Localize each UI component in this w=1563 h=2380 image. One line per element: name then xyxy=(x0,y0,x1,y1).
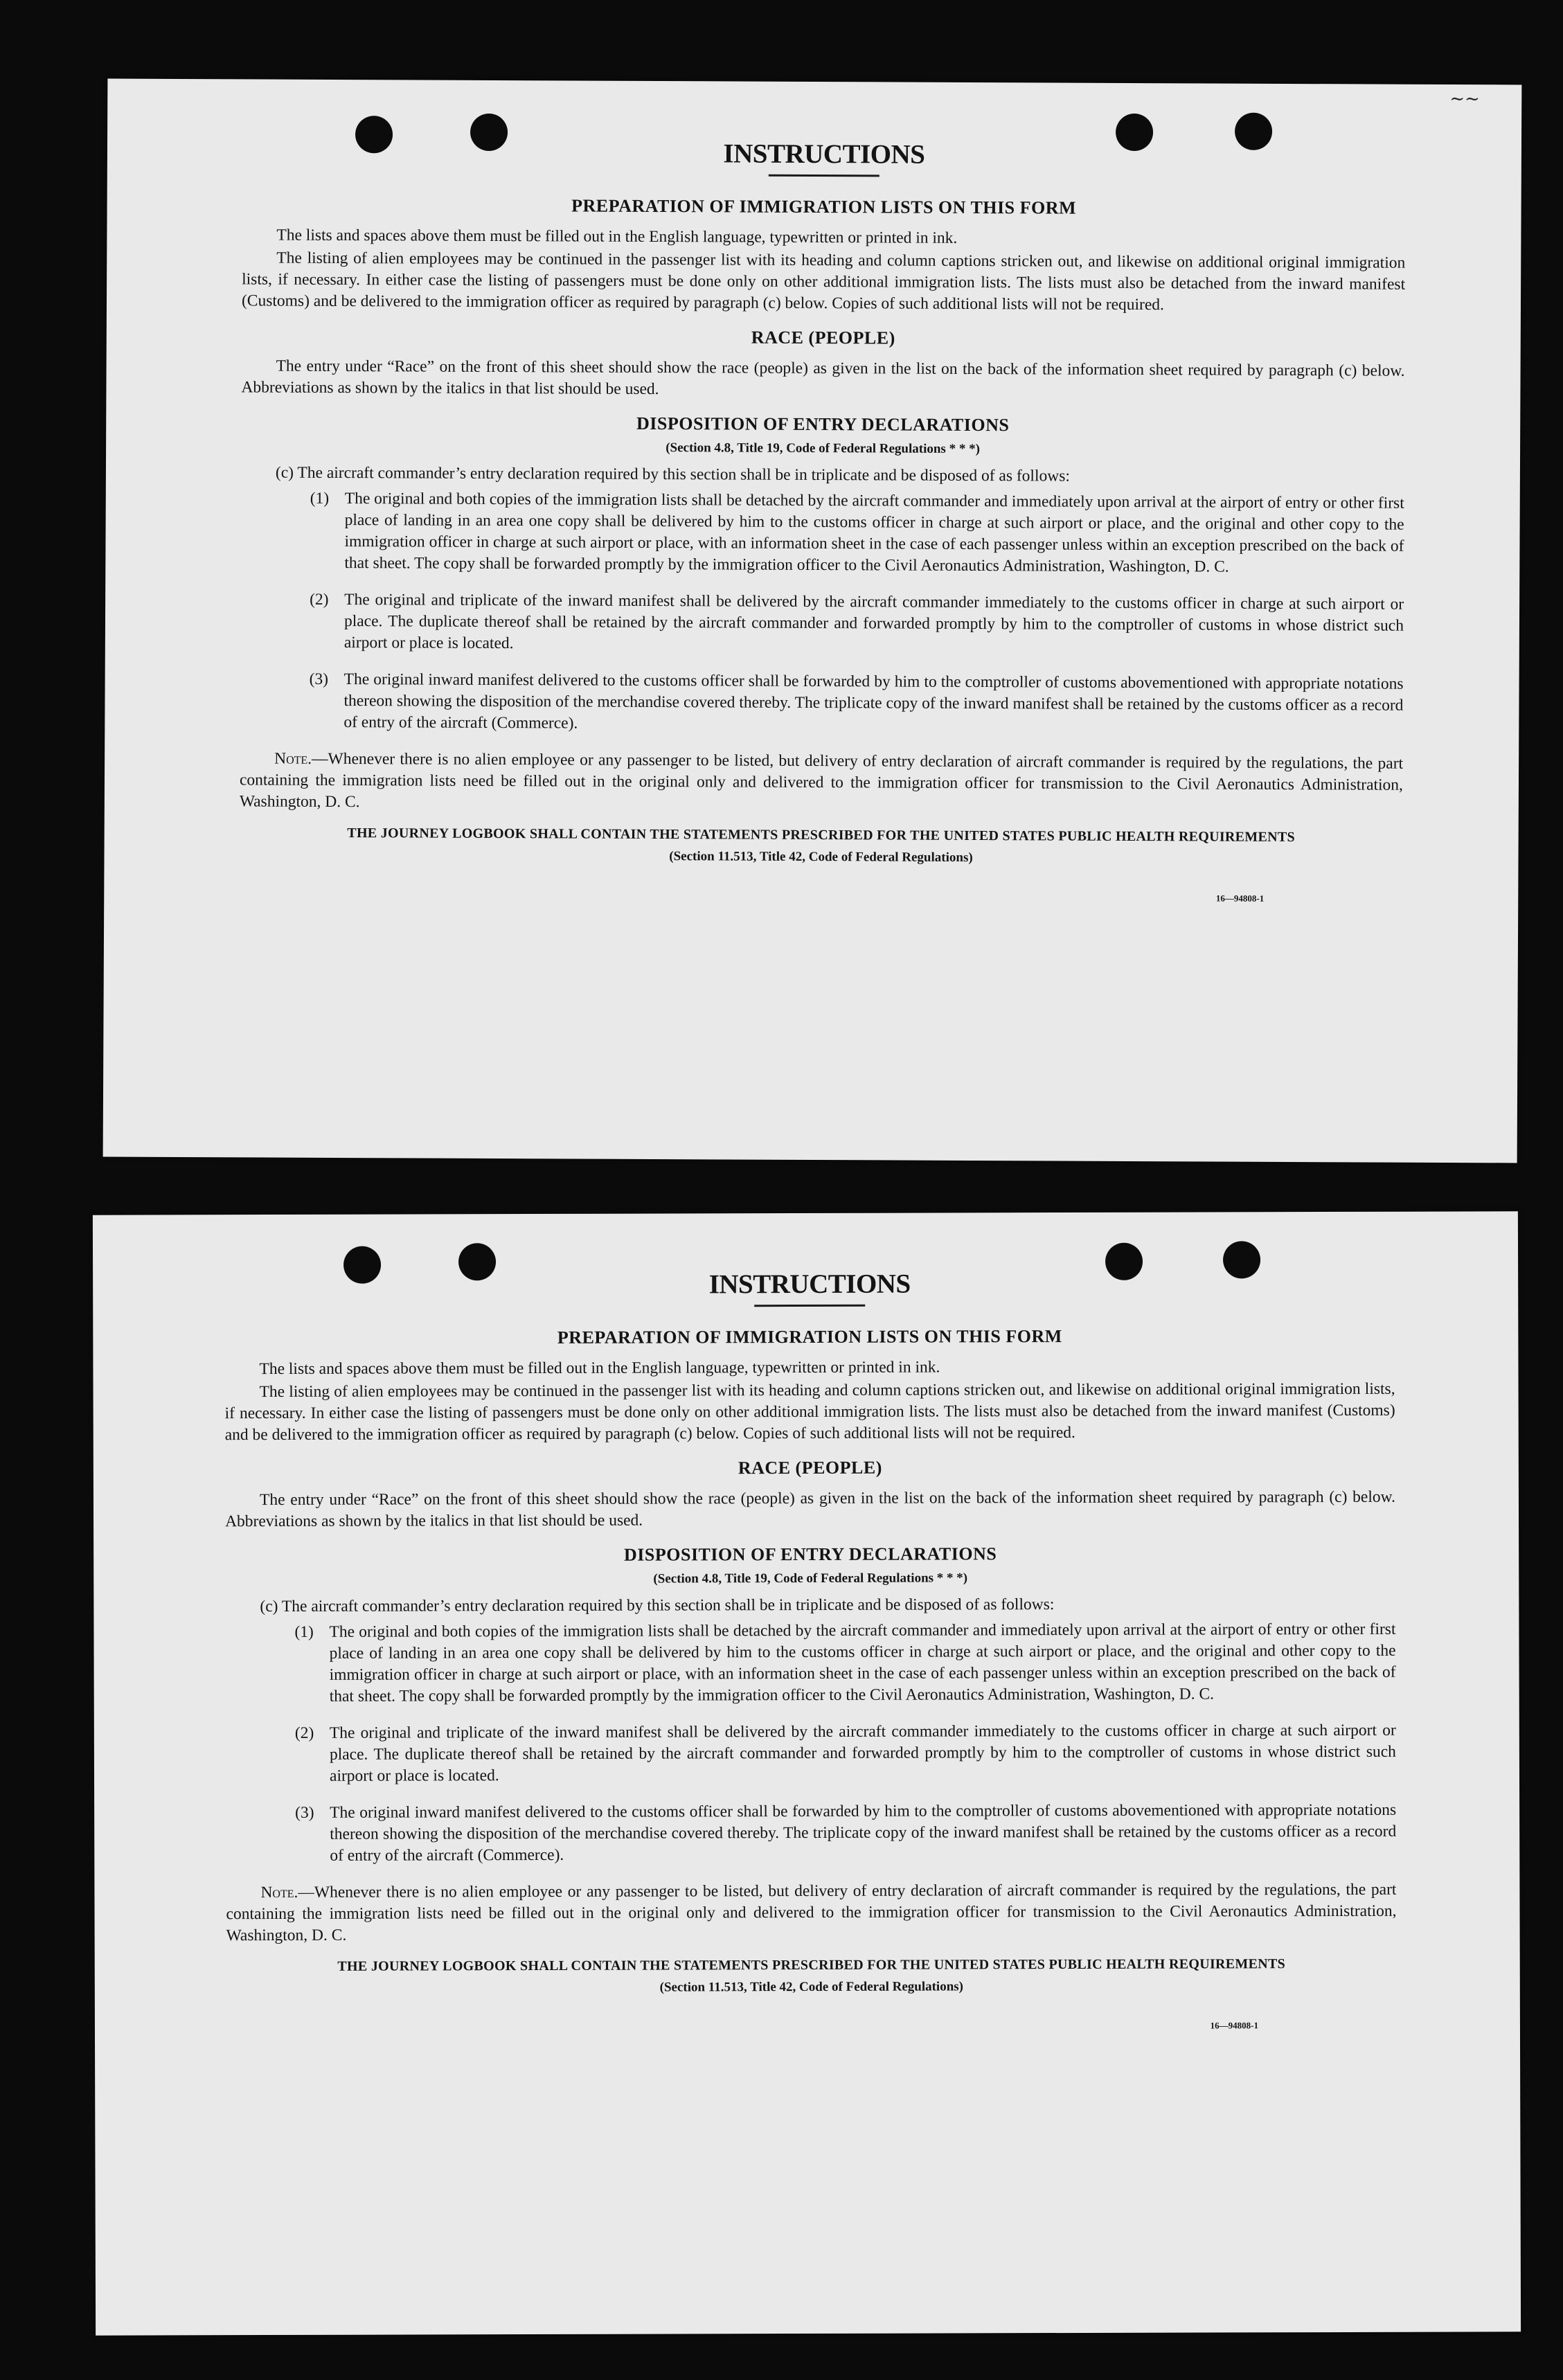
disposition-item-3 xyxy=(309,669,1403,738)
instructions-body xyxy=(239,134,1406,909)
prep-paragraph-1: The lists and spaces above them must be filled out in the English language, typewritten or printed in ink. xyxy=(276,226,958,247)
item-text: The original inward manifest delivered to the customs officer shall be forwarded by him to the comptroller of customs abovementioned with appropriate notations thereon showing the disposition of the merchandise covered thereby. The triplicate copy of the inward manifest shall be retained by the customs officer as a record of entry of the aircraft (Commerce). xyxy=(330,1800,1397,1865)
form-number: 16—94808-1 xyxy=(1210,2020,1258,2031)
item-text: The original inward manifest delivered to the customs officer shall be forwarded by him to the comptroller of customs abovementioned with appropriate notations thereon showing the disposition of the merchandise covered thereby. The triplicate copy of the inward manifest shall be retained by the customs officer as a record of entry of the aircraft (Commerce). xyxy=(343,670,1404,733)
item-number: (3) xyxy=(309,670,329,688)
race-paragraph: The entry under “Race” on the front of this sheet should show the race (people) as given in the list on the back of the information sheet required by paragraph (c) below. Abbreviations as shown by the italics in that list should be used. xyxy=(225,1487,1395,1531)
item-text: The original and triplicate of the inward manifest shall be delivered by the aircraft commander immediately to the customs officer in charge at such airport or place. The duplicate thereof shall be retained by the aircraft commander and forwarded promptly by him to the comptroller of customs in whose district such airport or place is located. xyxy=(329,1721,1396,1785)
item-text: The original and both copies of the immigration lists shall be detached by the aircraft commander and immediately upon arrival at the airport of entry or other first place of landing in an area one copy shall be delivered by him to the customs officer in charge at such airport or place, and the original and other copy to the immigration officer in charge at such airport or place, with an information sheet in the case of each passenger unless within an exception prescribed on the back of that sheet. The copy shall be forwarded promptly by the immigration officer to the Civil Aeronautics Administration, Washington, D. C. xyxy=(344,490,1404,576)
instructions-body xyxy=(224,1266,1397,2039)
item-number: (2) xyxy=(310,590,329,609)
instruction-sheet-top xyxy=(103,79,1522,1163)
note-text: —Whenever there is no alien employee or any passenger to be listed, but delivery of entry declaration of aircraft commander is required by the regulations, the part containing the immigration lists need be filled out in the original only and delivered to the immigration officer for transmission to the Civil Aeronautics Administration, Washington, D. C. xyxy=(226,1880,1397,1945)
note-label: Note. xyxy=(260,1883,298,1902)
note-paragraph xyxy=(240,748,1403,817)
health-requirements-line: THE JOURNEY LOGBOOK SHALL CONTAIN THE STATEMENTS PRESCRIBED FOR THE UNITED STATES PUBLIC HEALTH REQUIREMENTS xyxy=(337,1956,1286,1974)
item-text: The original and both copies of the immigration lists shall be detached by the aircraft commander and immediately upon arrival at the airport of entry or other first place of landing in an area one copy shall be delivered by him to the customs officer in charge at such airport or place, and the original and other copy to the immigration officer in charge at such airport or place, with an information sheet in the case of each passenger unless within an exception prescribed on the back of that sheet. The copy shall be forwarded promptly by the immigration officer to the Civil Aeronautics Administration, Washington, D. C. xyxy=(329,1620,1396,1706)
disposition-heading: DISPOSITION OF ENTRY DECLARATIONS xyxy=(623,1544,997,1565)
note-paragraph xyxy=(226,1879,1396,1947)
disposition-item-2 xyxy=(295,1720,1396,1787)
prep-heading: PREPARATION OF IMMIGRATION LISTS ON THIS FORM xyxy=(557,1326,1062,1348)
disposition-item-3 xyxy=(295,1800,1396,1867)
disposition-item-2 xyxy=(310,589,1404,659)
health-citation: (Section 11.513, Title 42, Code of Federal Regulations) xyxy=(669,849,973,866)
clause-c: (c) The aircraft commander’s entry declaration required by this section shall be in triplicate and be disposed of as follows: xyxy=(260,1595,1055,1616)
page-title: INSTRUCTIONS xyxy=(708,1269,911,1300)
form-number: 16—94808-1 xyxy=(1215,893,1265,904)
disposition-citation: (Section 4.8, Title 19, Code of Federal Regulations * * *) xyxy=(653,1571,968,1586)
prep-paragraph-2: The listing of alien employees may be continued in the passenger list with its heading and column captions stricken out, and likewise on additional original immigration lists, if necessary. In either case the listing of passengers must be done only on other additional immigration lists. The lists must also be detached from the inward manifest (Customs) and be delivered to the immigration officer as required by paragraph (c) below. Copies of such additional lists will not be required. xyxy=(241,249,1406,314)
item-text: The original and triplicate of the inward manifest shall be delivered by the aircraft commander immediately to the customs officer in charge at such airport or place. The duplicate thereof shall be retained by the aircraft commander and forwarded promptly by him to the comptroller of customs in whose district such airport or place is located. xyxy=(343,591,1404,653)
note-label: Note. xyxy=(274,749,312,768)
disposition-item-1 xyxy=(294,1619,1395,1708)
health-citation: (Section 11.513, Title 42, Code of Federal Regulations) xyxy=(659,1979,964,1995)
race-heading: RACE (PEOPLE) xyxy=(751,327,895,348)
clause-c: (c) The aircraft commander’s entry declaration required by this section shall be in triplicate and be disposed of as follows: xyxy=(275,463,1070,485)
corner-mark: ∼∼ xyxy=(1449,89,1480,109)
page-title: INSTRUCTIONS xyxy=(723,138,925,170)
note-text: —Whenever there is no alien employee or any passenger to be listed, but delivery of entry declaration of aircraft commander is required by the regulations, the part containing the immigration lists need be filled out in the original only and delivered to the immigration officer for transmission to the Civil Aeronautics Administration, Washington, D. C. xyxy=(239,749,1404,812)
item-number: (1) xyxy=(294,1622,314,1641)
disposition-heading: DISPOSITION OF ENTRY DECLARATIONS xyxy=(636,413,1010,436)
health-requirements-line: THE JOURNEY LOGBOOK SHALL CONTAIN THE STATEMENTS PRESCRIBED FOR THE UNITED STATES PUBLIC HEALTH REQUIREMENTS xyxy=(347,825,1296,845)
disposition-item-1 xyxy=(310,488,1404,579)
prep-heading: PREPARATION OF IMMIGRATION LISTS ON THIS FORM xyxy=(571,195,1077,218)
title-underline xyxy=(754,1305,865,1307)
race-paragraph: The entry under “Race” on the front of this sheet should show the race (people) as given in the list on the back of the information sheet required by paragraph (c) below. Abbreviations as shown by the italics in that list should be used. xyxy=(241,357,1405,399)
instruction-sheet-bottom xyxy=(93,1211,1521,2335)
title-underline xyxy=(769,175,879,177)
item-number: (3) xyxy=(295,1803,314,1822)
item-number: (2) xyxy=(294,1724,314,1742)
item-number: (1) xyxy=(310,489,330,508)
prep-paragraph-1: The lists and spaces above them must be filled out in the English language, typewritten or printed in ink. xyxy=(259,1358,940,1379)
disposition-citation: (Section 4.8, Title 19, Code of Federal Regulations * * *) xyxy=(666,440,980,457)
race-heading: RACE (PEOPLE) xyxy=(738,1457,882,1478)
prep-paragraph-2: The listing of alien employees may be continued in the passenger list with its heading and column captions stricken out, and likewise on additional original immigration lists, if necessary. In either case the listing of passengers must be done only on other additional immigration lists. The lists must also be detached from the inward manifest (Customs) and be delivered to the immigration officer as required by paragraph (c) below. Copies of such additional lists will not be required. xyxy=(224,1379,1395,1444)
